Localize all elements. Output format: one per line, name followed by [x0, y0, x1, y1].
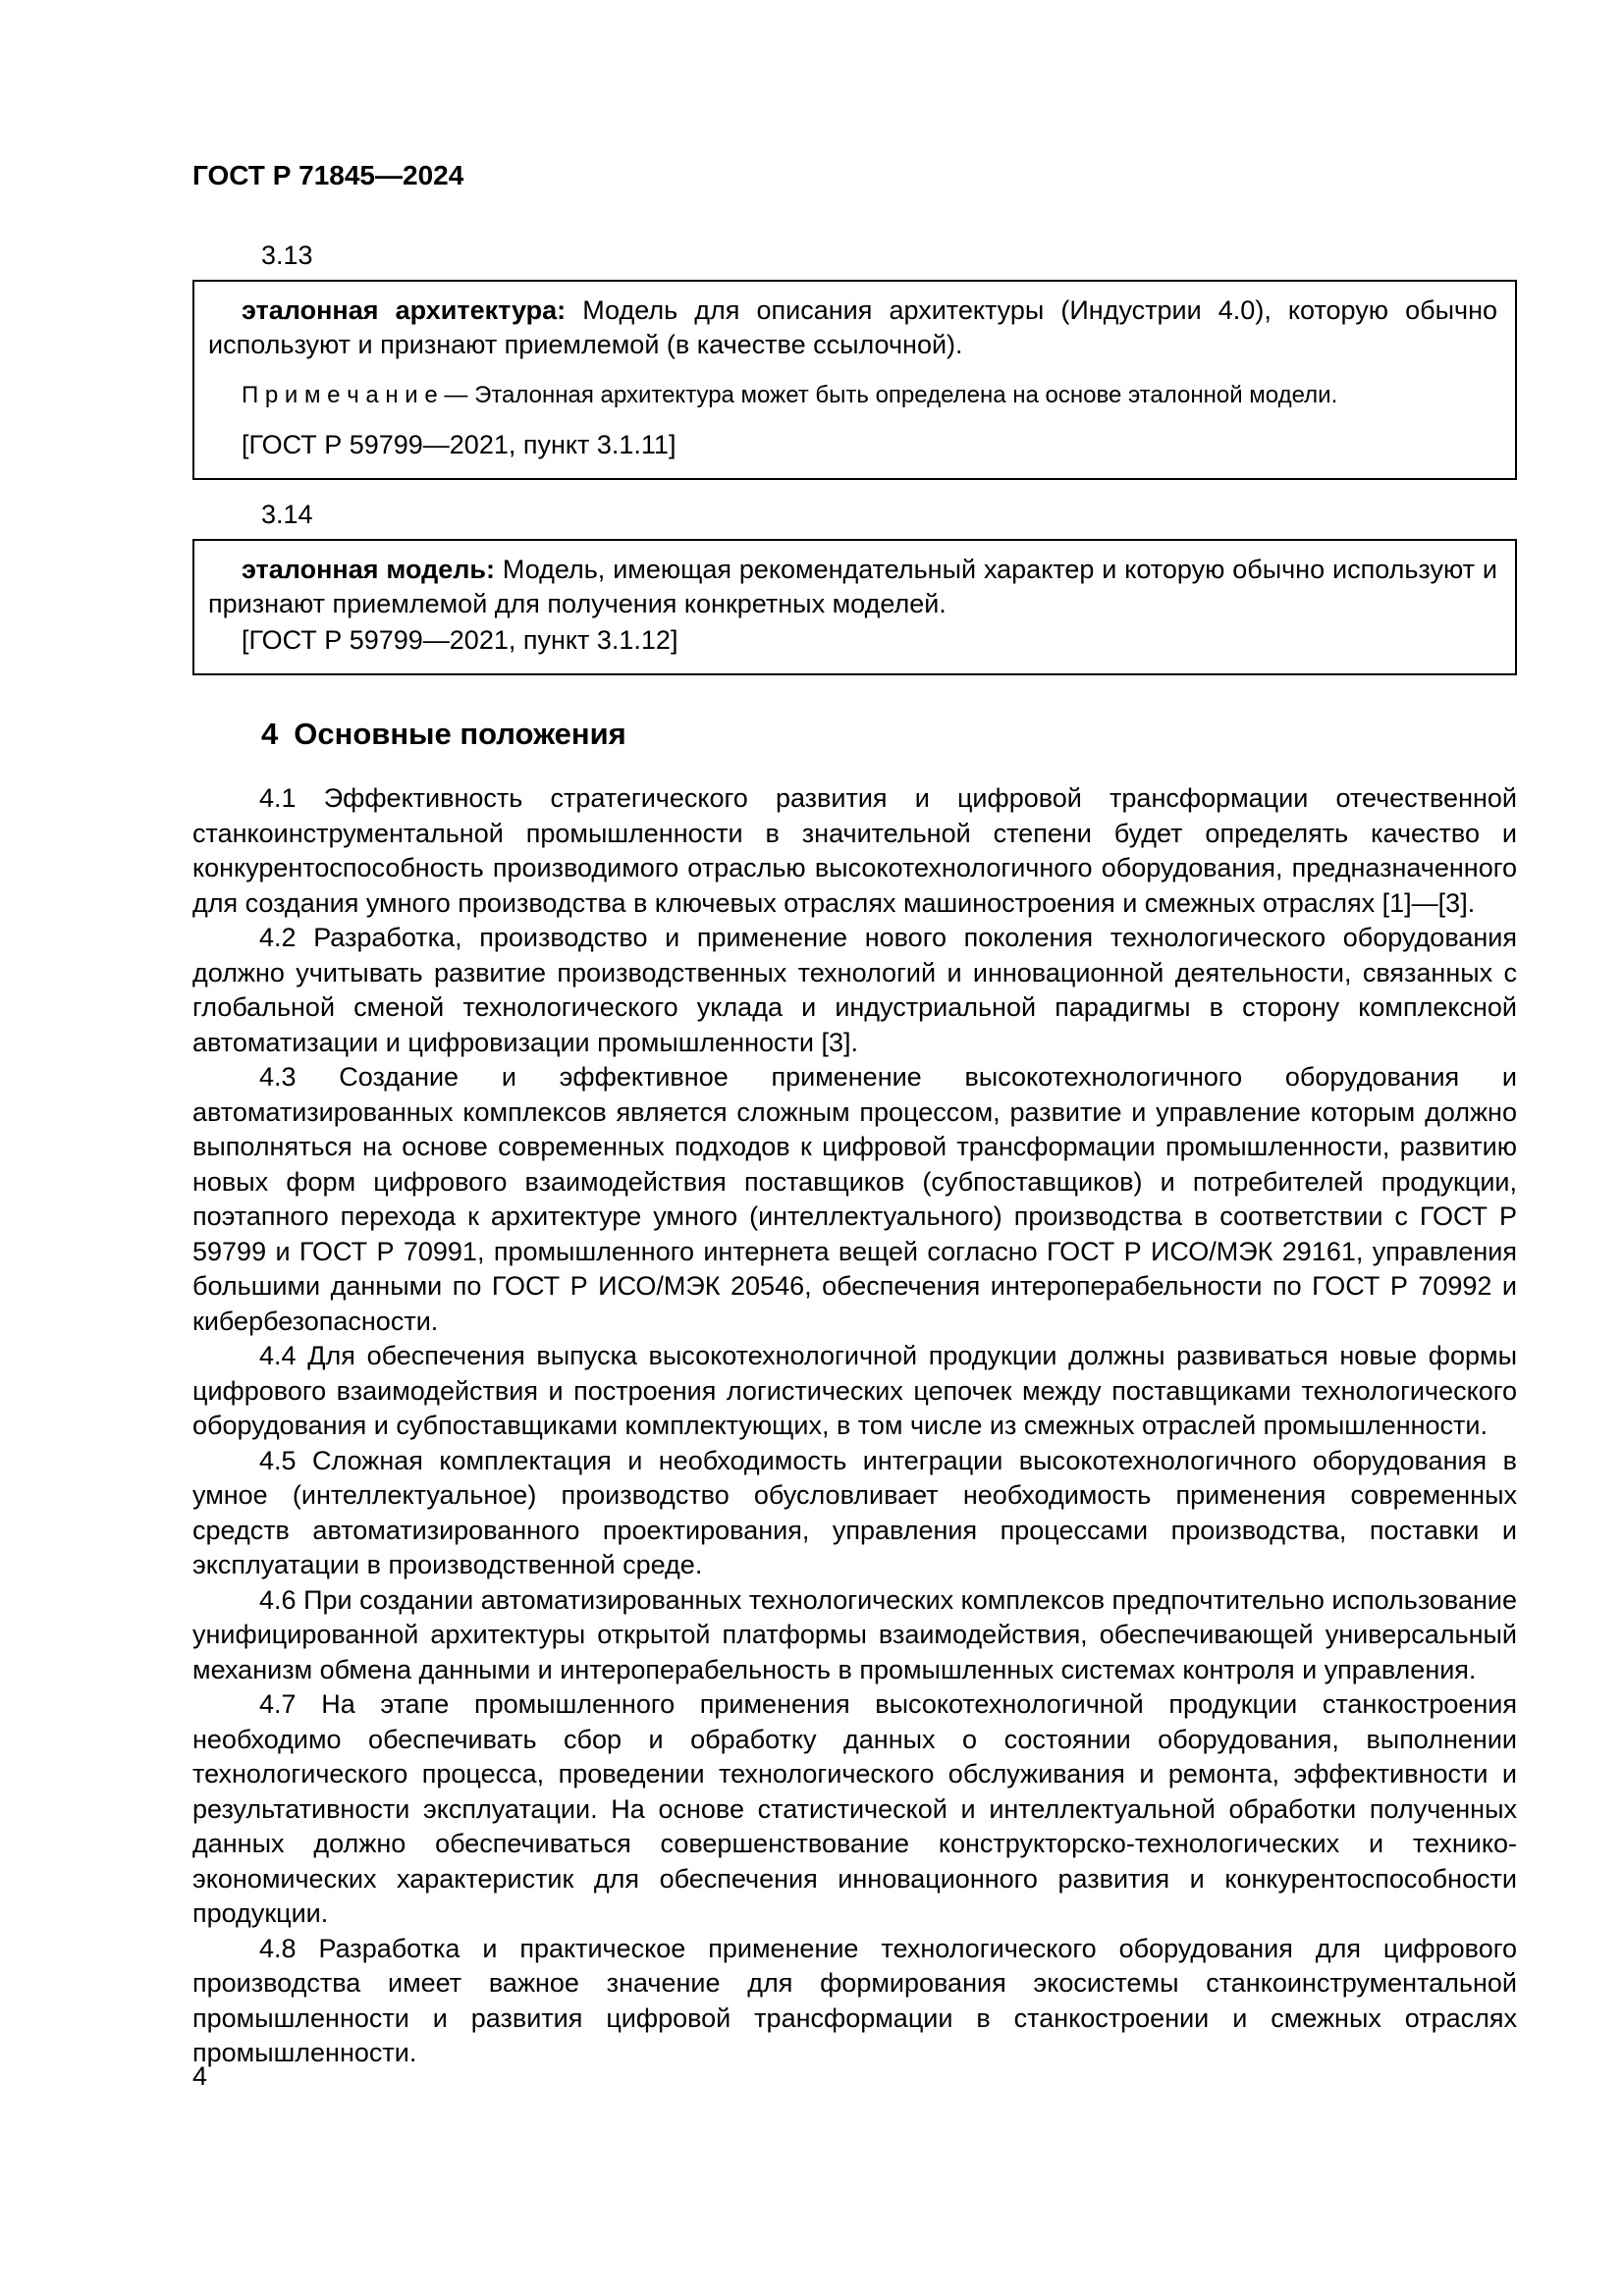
paragraph-text: При создании автоматизированных технологических комплексов предпочтительно использование унифицированной архитектуры открытой платформы взаимодействия, обеспечивающей универсальный механизм обмена данными и интероперабельность в промышленных системах контроля и управления. [192, 1584, 1517, 1684]
paragraph-text: Создание и эффективное применение высокотехнологичного оборудования и автоматизированных комплексов является сложным процессом, развитие и управление которым должно выполняться на основе современных подходов к цифровой трансформации промышленности, развитию новых форм цифрового взаимодействия поставщиков (субпоставщиков) и потребителей продукции, поэтапного перехода к архитектуре умного (интеллектуального) производства в соответствии с ГОСТ Р 59799 и ГОСТ Р 70991, промышленного интернета вещей согласно ГОСТ Р ИСО/МЭК 29161, управления большими данными по ГОСТ Р ИСО/МЭК 20546, обеспечения интероперабельности по ГОСТ Р 70992 и кибербезопасности. [192, 1062, 1517, 1336]
definition-note [208, 380, 1497, 410]
paragraph-number: 4.5 [259, 1445, 297, 1475]
definition-box-3-13 [192, 280, 1517, 480]
paragraph-4-1 [192, 781, 1517, 921]
definition-box-3-14 [192, 539, 1517, 675]
definition-source: [ГОСТ Р 59799—2021, пункт 3.1.12] [242, 625, 678, 655]
paragraph-number: 4.1 [259, 783, 297, 813]
note-label: П р и м е ч а н и е [242, 382, 438, 408]
page-number: 4 [192, 2061, 208, 2091]
paragraph-number: 4.4 [259, 1341, 297, 1370]
section-number: 4 [261, 717, 279, 751]
definition-term: эталонная архитектура: [242, 295, 567, 325]
paragraph-4-3 [192, 1060, 1517, 1339]
paragraph-number: 4.8 [259, 1933, 297, 1963]
paragraph-number: 4.3 [259, 1062, 297, 1092]
document-page [192, 160, 1517, 2071]
paragraph-number: 4.7 [259, 1689, 297, 1719]
definition-paragraph [208, 294, 1497, 362]
paragraph-number: 4.2 [259, 923, 297, 952]
definition-paragraph [208, 553, 1497, 621]
paragraph-4-8 [192, 1932, 1517, 2071]
section-title: Основные положения [294, 717, 626, 751]
paragraph-text: Разработка и практическое применение технологического оборудования для цифрового производства имеет важное значение для формирования экосистемы станкоинструментальной промышленности и развития цифровой трансформации в станкостроении и смежных отраслях промышленности. [192, 1933, 1517, 2067]
document-header: ГОСТ Р 71845—2024 [192, 160, 464, 190]
paragraph-4-6 [192, 1583, 1517, 1688]
definition-source: [ГОСТ Р 59799—2021, пункт 3.1.11] [242, 430, 677, 459]
paragraph-number: 4.6 [259, 1584, 297, 1615]
definition-text: Модель, имеющая рекомендательный характер и которую обычно используют и признают приемлемой для получения конкретных моделей. [208, 555, 1497, 618]
section-heading [261, 717, 1517, 752]
paragraph-text: Сложная комплектация и необходимость интеграции высокотехнологичного оборудования в умное (интеллектуальное) производство обусловливает необходимость применения современных средств автоматизированного проектирования, управления процессами производства, поставки и эксплуатации в производственной среде. [192, 1445, 1517, 1579]
paragraph-text: Разработка, производство и применение нового поколения технологического оборудования должно учитывать развитие производственных технологий и инновационной деятельности, связанных с глобальной сменой технологического уклада и индустриальной парадигмы в сторону комплексной автоматизации и цифровизации промышленности [3]. [192, 923, 1517, 1057]
paragraph-4-7 [192, 1687, 1517, 1932]
paragraph-text: Для обеспечения выпуска высокотехнологичной продукции должны развиваться новые формы цифрового взаимодействия и построения логистических цепочек между поставщиками технологического оборудования и субпоставщиками комплектующих, в том числе из смежных отраслей промышленности. [192, 1341, 1517, 1440]
paragraph-text: На этапе промышленного применения высокотехнологичной продукции станкостроения необходимо обеспечивать сбор и обработку данных о состоянии оборудования, выполнении технологического процесса, проведении технологического обслуживания и ремонта, эффективности и результативности эксплуатации. На основе статистической и интеллектуальной обработки полученных данных должно обеспечиваться совершенствование конструкторско-технологических и технико-экономических характеристик для обеспечения инновационного развития и конкурентоспособности продукции. [192, 1689, 1517, 1928]
paragraph-4-4 [192, 1339, 1517, 1444]
clause-number-3-14: 3.14 [261, 500, 313, 529]
paragraph-text: Эффективность стратегического развития и цифровой трансформации отечественной станкоинструментальной промышленности в значительной степени будет определять качество и конкурентоспособность производимого отраслью высокотехнологичного оборудования, предназначенного для создания умного производства в ключевых отраслях машиностроения и смежных отраслях [1]—[3]. [192, 783, 1517, 918]
definition-text: Модель для описания архитектуры (Индустрии 4.0), которую обычно используют и признают приемлемой (в качестве ссылочной). [208, 295, 1497, 359]
clause-number-3-13: 3.13 [261, 240, 313, 270]
paragraph-4-5 [192, 1444, 1517, 1583]
note-text: — Эталонная архитектура может быть определена на основе эталонной модели. [437, 382, 1338, 408]
definition-term: эталонная модель: [242, 555, 496, 584]
paragraph-4-2 [192, 921, 1517, 1060]
